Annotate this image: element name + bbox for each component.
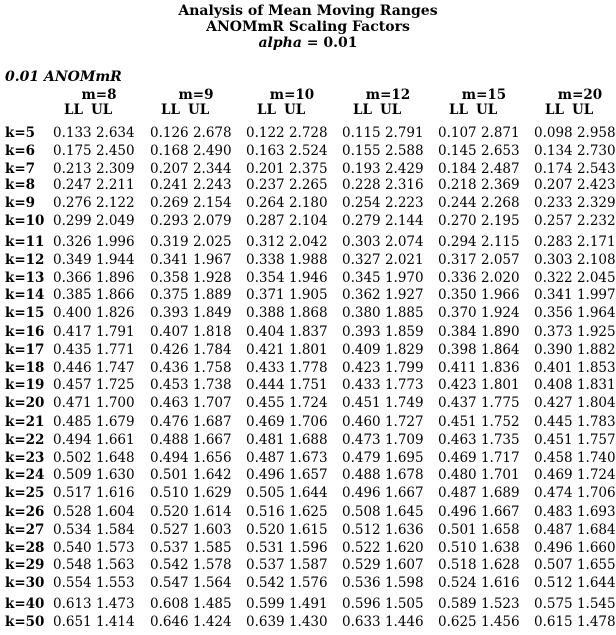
- table-cell: 0.542 1.576: [246, 575, 328, 592]
- table-cell: 0.338 1.988: [246, 251, 328, 268]
- table-cell: 0.341 1.997: [534, 287, 616, 304]
- row-label: k=11: [5, 234, 45, 250]
- table-cell: 0.501 1.642: [150, 467, 232, 484]
- table-cell: 0.639 1.430: [246, 613, 328, 630]
- table-cell: 0.474 1.706: [534, 485, 616, 502]
- table-cell: 0.646 1.424: [150, 613, 232, 630]
- table-cell: 0.507 1.655: [534, 557, 616, 574]
- table-cell: 0.528 1.604: [53, 504, 135, 520]
- table-cell: 0.487 1.673: [246, 449, 328, 466]
- table-cell: 0.207 2.344: [150, 160, 232, 177]
- table-cell: 0.481 1.688: [246, 431, 328, 448]
- table-cell: 0.433 1.778: [246, 359, 328, 376]
- row-label: k=22: [5, 431, 45, 448]
- row-label: k=30: [5, 575, 45, 592]
- row-label: k=10: [5, 212, 45, 229]
- ll-label: LL: [545, 102, 564, 118]
- row-label: k=20: [5, 395, 45, 412]
- ul-label: UL: [380, 102, 402, 118]
- table-cell: 0.336 2.020: [438, 269, 520, 286]
- table-cell: 0.510 1.638: [438, 539, 520, 556]
- m-label: m=10: [269, 87, 315, 103]
- table-cell: 0.373 1.925: [534, 324, 616, 340]
- table-cell: 0.213 2.309: [53, 160, 135, 177]
- row-label: k=23: [5, 449, 45, 466]
- m-label: m=9: [178, 87, 214, 103]
- table-cell: 0.421 1.801: [246, 341, 328, 358]
- table-cell: 0.218 2.369: [438, 177, 520, 193]
- row-label: k=12: [5, 251, 45, 268]
- table-cell: 0.201 2.375: [246, 160, 328, 177]
- table-cell: 0.174 2.543: [534, 160, 616, 177]
- table-cell: 0.488 1.678: [342, 467, 424, 484]
- table-cell: 0.536 1.598: [342, 575, 424, 592]
- table-cell: 0.522 1.620: [342, 539, 424, 556]
- table-cell: 0.613 1.473: [53, 596, 135, 612]
- table-cell: 0.494 1.656: [150, 449, 232, 466]
- table-cell: 0.423 1.799: [342, 359, 424, 376]
- row-label: k=25: [5, 485, 45, 502]
- table-cell: 0.327 2.021: [342, 251, 424, 268]
- table-cell: 0.451 1.757: [534, 431, 616, 448]
- row-label: k=18: [5, 359, 45, 376]
- table-cell: 0.398 1.864: [438, 341, 520, 358]
- table-cell: 0.257 2.232: [534, 212, 616, 229]
- table-cell: 0.299 2.049: [53, 212, 135, 229]
- table-cell: 0.471 1.700: [53, 395, 135, 412]
- row-label: k=21: [5, 414, 45, 430]
- table-cell: 0.380 1.885: [342, 305, 424, 322]
- table-cell: 0.437 1.775: [438, 395, 520, 412]
- ul-label: UL: [284, 102, 306, 118]
- table-cell: 0.319 2.025: [150, 234, 232, 250]
- table-cell: 0.488 1.667: [150, 431, 232, 448]
- row-label: k=40: [5, 596, 45, 612]
- table-cell: 0.457 1.725: [53, 377, 135, 394]
- table-cell: 0.460 1.727: [342, 414, 424, 430]
- table-cell: 0.496 1.667: [342, 485, 424, 502]
- table-cell: 0.168 2.490: [150, 142, 232, 159]
- table-cell: 0.407 1.818: [150, 324, 232, 340]
- table-cell: 0.193 2.429: [342, 160, 424, 177]
- table-cell: 0.599 1.491: [246, 596, 328, 612]
- m-label: m=20: [557, 87, 603, 103]
- table-cell: 0.520 1.614: [150, 504, 232, 520]
- table-cell: 0.317 2.057: [438, 251, 520, 268]
- table-cell: 0.107 2.871: [438, 125, 520, 141]
- table-cell: 0.349 1.944: [53, 251, 135, 268]
- alpha-label: alpha: [258, 35, 302, 51]
- row-label: k=24: [5, 467, 45, 484]
- table-cell: 0.341 1.967: [150, 251, 232, 268]
- table-cell: 0.388 1.868: [246, 305, 328, 322]
- table-cell: 0.451 1.749: [342, 395, 424, 412]
- table-cell: 0.520 1.615: [246, 521, 328, 538]
- row-label: k=29: [5, 557, 45, 574]
- table-cell: 0.145 2.653: [438, 142, 520, 159]
- table-cell: 0.527 1.603: [150, 521, 232, 538]
- table-cell: 0.531 1.596: [246, 539, 328, 556]
- table-cell: 0.463 1.707: [150, 395, 232, 412]
- table-cell: 0.494 1.661: [53, 431, 135, 448]
- table-cell: 0.417 1.791: [53, 324, 135, 340]
- ul-label: UL: [91, 102, 113, 118]
- row-label: k=19: [5, 377, 45, 394]
- page-title-line1: Analysis of Mean Moving Ranges: [178, 3, 438, 19]
- table-cell: 0.356 1.964: [534, 305, 616, 322]
- table-cell: 0.469 1.724: [534, 467, 616, 484]
- table-cell: 0.633 1.446: [342, 613, 424, 630]
- table-cell: 0.303 2.108: [534, 251, 616, 268]
- table-cell: 0.485 1.679: [53, 414, 135, 430]
- table-cell: 0.540 1.573: [53, 539, 135, 556]
- table-cell: 0.133 2.634: [53, 125, 135, 141]
- table-cell: 0.362 1.927: [342, 287, 424, 304]
- table-cell: 0.433 1.773: [342, 377, 424, 394]
- table-cell: 0.547 1.564: [150, 575, 232, 592]
- table-cell: 0.233 2.329: [534, 194, 616, 211]
- table-cell: 0.608 1.485: [150, 596, 232, 612]
- row-label: k=7: [5, 160, 36, 177]
- table-cell: 0.126 2.678: [150, 125, 232, 141]
- table-cell: 0.596 1.505: [342, 596, 424, 612]
- row-label: k=6: [5, 142, 36, 159]
- table-cell: 0.345 1.970: [342, 269, 424, 286]
- table-cell: 0.501 1.658: [438, 521, 520, 538]
- table-cell: 0.510 1.629: [150, 485, 232, 502]
- table-cell: 0.458 1.740: [534, 449, 616, 466]
- table-cell: 0.358 1.928: [150, 269, 232, 286]
- table-cell: 0.529 1.607: [342, 557, 424, 574]
- ll-label: LL: [257, 102, 276, 118]
- table-cell: 0.294 2.115: [438, 234, 520, 250]
- alpha-value: = 0.01: [306, 35, 358, 51]
- table-cell: 0.115 2.791: [342, 125, 424, 141]
- table-cell: 0.370 1.924: [438, 305, 520, 322]
- table-cell: 0.554 1.553: [53, 575, 135, 592]
- table-cell: 0.241 2.243: [150, 177, 232, 193]
- table-cell: 0.542 1.578: [150, 557, 232, 574]
- table-cell: 0.524 1.616: [438, 575, 520, 592]
- table-cell: 0.427 1.804: [534, 395, 616, 412]
- table-cell: 0.436 1.758: [150, 359, 232, 376]
- table-cell: 0.516 1.625: [246, 504, 328, 520]
- table-cell: 0.400 1.826: [53, 305, 135, 322]
- ll-label: LL: [161, 102, 180, 118]
- table-cell: 0.451 1.752: [438, 414, 520, 430]
- table-cell: 0.228 2.316: [342, 177, 424, 193]
- table-cell: 0.270 2.195: [438, 212, 520, 229]
- table-cell: 0.303 2.074: [342, 234, 424, 250]
- table-cell: 0.537 1.587: [246, 557, 328, 574]
- table-cell: 0.404 1.837: [246, 324, 328, 340]
- row-label: k=9: [5, 194, 36, 211]
- row-label: k=15: [5, 305, 45, 322]
- table-cell: 0.264 2.180: [246, 194, 328, 211]
- ul-label: UL: [476, 102, 498, 118]
- ll-label: LL: [64, 102, 83, 118]
- table-cell: 0.517 1.616: [53, 485, 135, 502]
- table-cell: 0.350 1.966: [438, 287, 520, 304]
- table-cell: 0.283 2.171: [534, 234, 616, 250]
- table-cell: 0.393 1.859: [342, 324, 424, 340]
- table-cell: 0.134 2.730: [534, 142, 616, 159]
- ll-label: LL: [353, 102, 372, 118]
- table-cell: 0.589 1.523: [438, 596, 520, 612]
- table-cell: 0.502 1.648: [53, 449, 135, 466]
- table-cell: 0.384 1.890: [438, 324, 520, 340]
- table-cell: 0.496 1.660: [534, 539, 616, 556]
- table-cell: 0.098 2.958: [534, 125, 616, 141]
- table-cell: 0.469 1.717: [438, 449, 520, 466]
- table-cell: 0.366 1.896: [53, 269, 135, 286]
- table-cell: 0.393 1.849: [150, 305, 232, 322]
- table-cell: 0.254 2.223: [342, 194, 424, 211]
- table-cell: 0.408 1.831: [534, 377, 616, 394]
- row-label: k=17: [5, 341, 45, 358]
- ll-label: LL: [449, 102, 468, 118]
- table-cell: 0.423 1.801: [438, 377, 520, 394]
- m-label: m=15: [461, 87, 507, 103]
- table-cell: 0.537 1.585: [150, 539, 232, 556]
- table-cell: 0.276 2.122: [53, 194, 135, 211]
- row-label: k=28: [5, 539, 45, 556]
- table-cell: 0.322 2.045: [534, 269, 616, 286]
- table-cell: 0.375 1.889: [150, 287, 232, 304]
- table-cell: 0.512 1.636: [342, 521, 424, 538]
- table-cell: 0.385 1.866: [53, 287, 135, 304]
- table-cell: 0.279 2.144: [342, 212, 424, 229]
- table-cell: 0.247 2.211: [53, 177, 135, 193]
- row-label: k=8: [5, 177, 36, 193]
- table-cell: 0.508 1.645: [342, 504, 424, 520]
- table-cell: 0.409 1.829: [342, 341, 424, 358]
- table-cell: 0.411 1.836: [438, 359, 520, 376]
- table-cell: 0.371 1.905: [246, 287, 328, 304]
- m-label: m=12: [365, 87, 411, 103]
- table-cell: 0.496 1.667: [438, 504, 520, 520]
- table-cell: 0.207 2.423: [534, 177, 616, 193]
- table-cell: 0.326 1.996: [53, 234, 135, 250]
- table-cell: 0.184 2.487: [438, 160, 520, 177]
- m-label: m=8: [81, 87, 117, 103]
- row-label: k=16: [5, 324, 45, 340]
- table-cell: 0.435 1.771: [53, 341, 135, 358]
- table-cell: 0.463 1.735: [438, 431, 520, 448]
- row-label: k=13: [5, 269, 45, 286]
- table-cell: 0.426 1.784: [150, 341, 232, 358]
- table-cell: 0.453 1.738: [150, 377, 232, 394]
- table-cell: 0.293 2.079: [150, 212, 232, 229]
- row-label: k=50: [5, 613, 45, 630]
- table-cell: 0.534 1.584: [53, 521, 135, 538]
- table-cell: 0.237 2.265: [246, 177, 328, 193]
- table-cell: 0.509 1.630: [53, 467, 135, 484]
- table-cell: 0.479 1.695: [342, 449, 424, 466]
- section-label: 0.01 ANOMmR: [5, 69, 122, 85]
- table-cell: 0.244 2.268: [438, 194, 520, 211]
- table-cell: 0.512 1.644: [534, 575, 616, 592]
- table-cell: 0.444 1.751: [246, 377, 328, 394]
- table-cell: 0.455 1.724: [246, 395, 328, 412]
- alpha-title: [0, 36, 616, 51]
- table-cell: 0.390 1.882: [534, 341, 616, 358]
- table-cell: 0.445 1.783: [534, 414, 616, 430]
- table-cell: 0.469 1.706: [246, 414, 328, 430]
- table-cell: 0.548 1.563: [53, 557, 135, 574]
- table-cell: 0.354 1.946: [246, 269, 328, 286]
- row-label: k=14: [5, 287, 45, 304]
- row-label: k=26: [5, 504, 45, 520]
- table-cell: 0.269 2.154: [150, 194, 232, 211]
- table-cell: 0.175 2.450: [53, 142, 135, 159]
- table-cell: 0.163 2.524: [246, 142, 328, 159]
- table-cell: 0.487 1.684: [534, 521, 616, 538]
- table-cell: 0.505 1.644: [246, 485, 328, 502]
- page-title-line2: ANOMmR Scaling Factors: [206, 19, 410, 35]
- table-cell: 0.155 2.588: [342, 142, 424, 159]
- table-cell: 0.575 1.545: [534, 596, 616, 612]
- table-cell: 0.518 1.628: [438, 557, 520, 574]
- table-cell: 0.625 1.456: [438, 613, 520, 630]
- table-cell: 0.446 1.747: [53, 359, 135, 376]
- table-cell: 0.496 1.657: [246, 467, 328, 484]
- ul-label: UL: [572, 102, 594, 118]
- table-cell: 0.122 2.728: [246, 125, 328, 141]
- table-cell: 0.312 2.042: [246, 234, 328, 250]
- row-label: k=5: [5, 125, 36, 141]
- row-label: k=27: [5, 521, 45, 538]
- table-cell: 0.476 1.687: [150, 414, 232, 430]
- table-cell: 0.401 1.853: [534, 359, 616, 376]
- table-cell: 0.483 1.693: [534, 504, 616, 520]
- table-cell: 0.473 1.709: [342, 431, 424, 448]
- table-cell: 0.480 1.701: [438, 467, 520, 484]
- table-cell: 0.651 1.414: [53, 613, 135, 630]
- ul-label: UL: [188, 102, 210, 118]
- table-cell: 0.487 1.689: [438, 485, 520, 502]
- table-cell: 0.287 2.104: [246, 212, 328, 229]
- table-cell: 0.615 1.478: [534, 613, 616, 630]
